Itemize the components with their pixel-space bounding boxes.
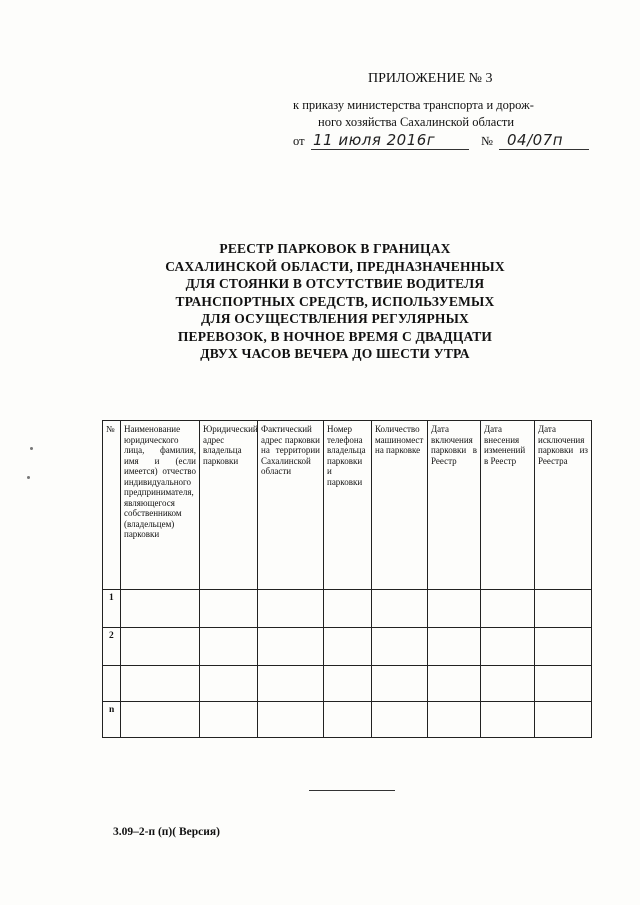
title-line: ТРАНСПОРТНЫХ СРЕДСТВ, ИСПОЛЬЗУЕМЫХ bbox=[175, 293, 495, 309]
title-line: РЕЕСТР ПАРКОВОК В ГРАНИЦАХ bbox=[219, 241, 451, 256]
col-header-owner-name: Наименование юридического лица, фамилия, имя и (если имеется) отчество индивидуального предпринимателя, являющегося собственником (владельцем) парковки bbox=[121, 421, 200, 590]
table-cell bbox=[324, 665, 372, 701]
table-cell bbox=[258, 627, 324, 665]
table-cell bbox=[258, 589, 324, 627]
table-cell bbox=[121, 589, 200, 627]
row-number bbox=[103, 665, 121, 701]
scan-speck bbox=[27, 476, 30, 479]
table-cell bbox=[121, 665, 200, 701]
col-header-inclusion-date: Дата включения парковки в Реестр bbox=[428, 421, 481, 590]
title-line: ДВУХ ЧАСОВ ВЕЧЕРА ДО ШЕСТИ УТРА bbox=[200, 346, 470, 361]
registry-table bbox=[102, 420, 592, 738]
col-header-phone: Номер телефона владельца парковки и парковки bbox=[324, 421, 372, 590]
from-label: от bbox=[293, 134, 305, 148]
table-cell bbox=[481, 627, 535, 665]
table-cell bbox=[324, 701, 372, 737]
table-cell bbox=[535, 589, 592, 627]
table-cell bbox=[258, 701, 324, 737]
table-cell bbox=[372, 627, 428, 665]
table-row bbox=[103, 665, 592, 701]
table-cell bbox=[200, 665, 258, 701]
table-row bbox=[103, 701, 592, 737]
scan-speck bbox=[30, 447, 33, 450]
number-label: № bbox=[481, 134, 493, 148]
title-line: САХАЛИНСКОЙ ОБЛАСТИ, ПРЕДНАЗНАЧЕННЫХ bbox=[165, 258, 505, 274]
table-cell bbox=[481, 701, 535, 737]
row-number: 1 bbox=[103, 589, 121, 627]
date-underline bbox=[311, 149, 469, 150]
table-header-row bbox=[103, 421, 592, 590]
title-line: ДЛЯ ОСУЩЕСТВЛЕНИЯ РЕГУЛЯРНЫХ bbox=[200, 311, 469, 326]
table-cell bbox=[372, 701, 428, 737]
table-cell bbox=[428, 665, 481, 701]
table-cell bbox=[324, 589, 372, 627]
col-header-actual-address: Фактический адрес парковки на территории Сахалинской области bbox=[258, 421, 324, 590]
table-cell bbox=[428, 701, 481, 737]
bottom-divider bbox=[309, 790, 395, 791]
table-cell bbox=[258, 665, 324, 701]
table-row bbox=[103, 627, 592, 665]
handwritten-date: 11 июля 2016г bbox=[313, 131, 436, 149]
col-header-spaces-count: Количество машиномест на парковке bbox=[372, 421, 428, 590]
appendix-heading: ПРИЛОЖЕНИЕ № 3 bbox=[368, 71, 493, 86]
row-number: n bbox=[103, 701, 121, 737]
table-cell bbox=[481, 589, 535, 627]
table-cell bbox=[372, 589, 428, 627]
col-header-number: № bbox=[103, 421, 121, 590]
row-number: 2 bbox=[103, 627, 121, 665]
table-cell bbox=[535, 665, 592, 701]
table-row bbox=[103, 589, 592, 627]
table-cell bbox=[428, 627, 481, 665]
table-cell bbox=[372, 665, 428, 701]
table-cell bbox=[535, 701, 592, 737]
table-cell bbox=[324, 627, 372, 665]
version-footer: 3.09–2-п (п)( Версия) bbox=[113, 826, 220, 838]
col-header-legal-address: Юридический адрес владельца парковки bbox=[200, 421, 258, 590]
number-underline bbox=[499, 149, 589, 150]
table-cell bbox=[481, 665, 535, 701]
table-cell bbox=[121, 627, 200, 665]
order-reference-line1: к приказу министерства транспорта и дорож- bbox=[293, 98, 534, 112]
table-cell bbox=[200, 589, 258, 627]
table-cell bbox=[121, 701, 200, 737]
handwritten-number: 04/07п bbox=[507, 131, 564, 149]
order-reference-line2: ного хозяйства Сахалинской области bbox=[318, 115, 515, 129]
title-line: ДЛЯ СТОЯНКИ В ОТСУТСТВИЕ ВОДИТЕЛЯ bbox=[185, 276, 485, 291]
table-cell bbox=[200, 701, 258, 737]
order-date-line bbox=[293, 132, 613, 154]
table-cell bbox=[535, 627, 592, 665]
registry-title bbox=[150, 240, 520, 363]
table-cell bbox=[200, 627, 258, 665]
col-header-change-date: Дата внесения изменений в Реестр bbox=[481, 421, 535, 590]
title-line: ПЕРЕВОЗОК, В НОЧНОЕ ВРЕМЯ С ДВАДЦАТИ bbox=[177, 328, 493, 344]
col-header-exclusion-date: Дата исключения парковки из Реестра bbox=[535, 421, 592, 590]
table-cell bbox=[428, 589, 481, 627]
